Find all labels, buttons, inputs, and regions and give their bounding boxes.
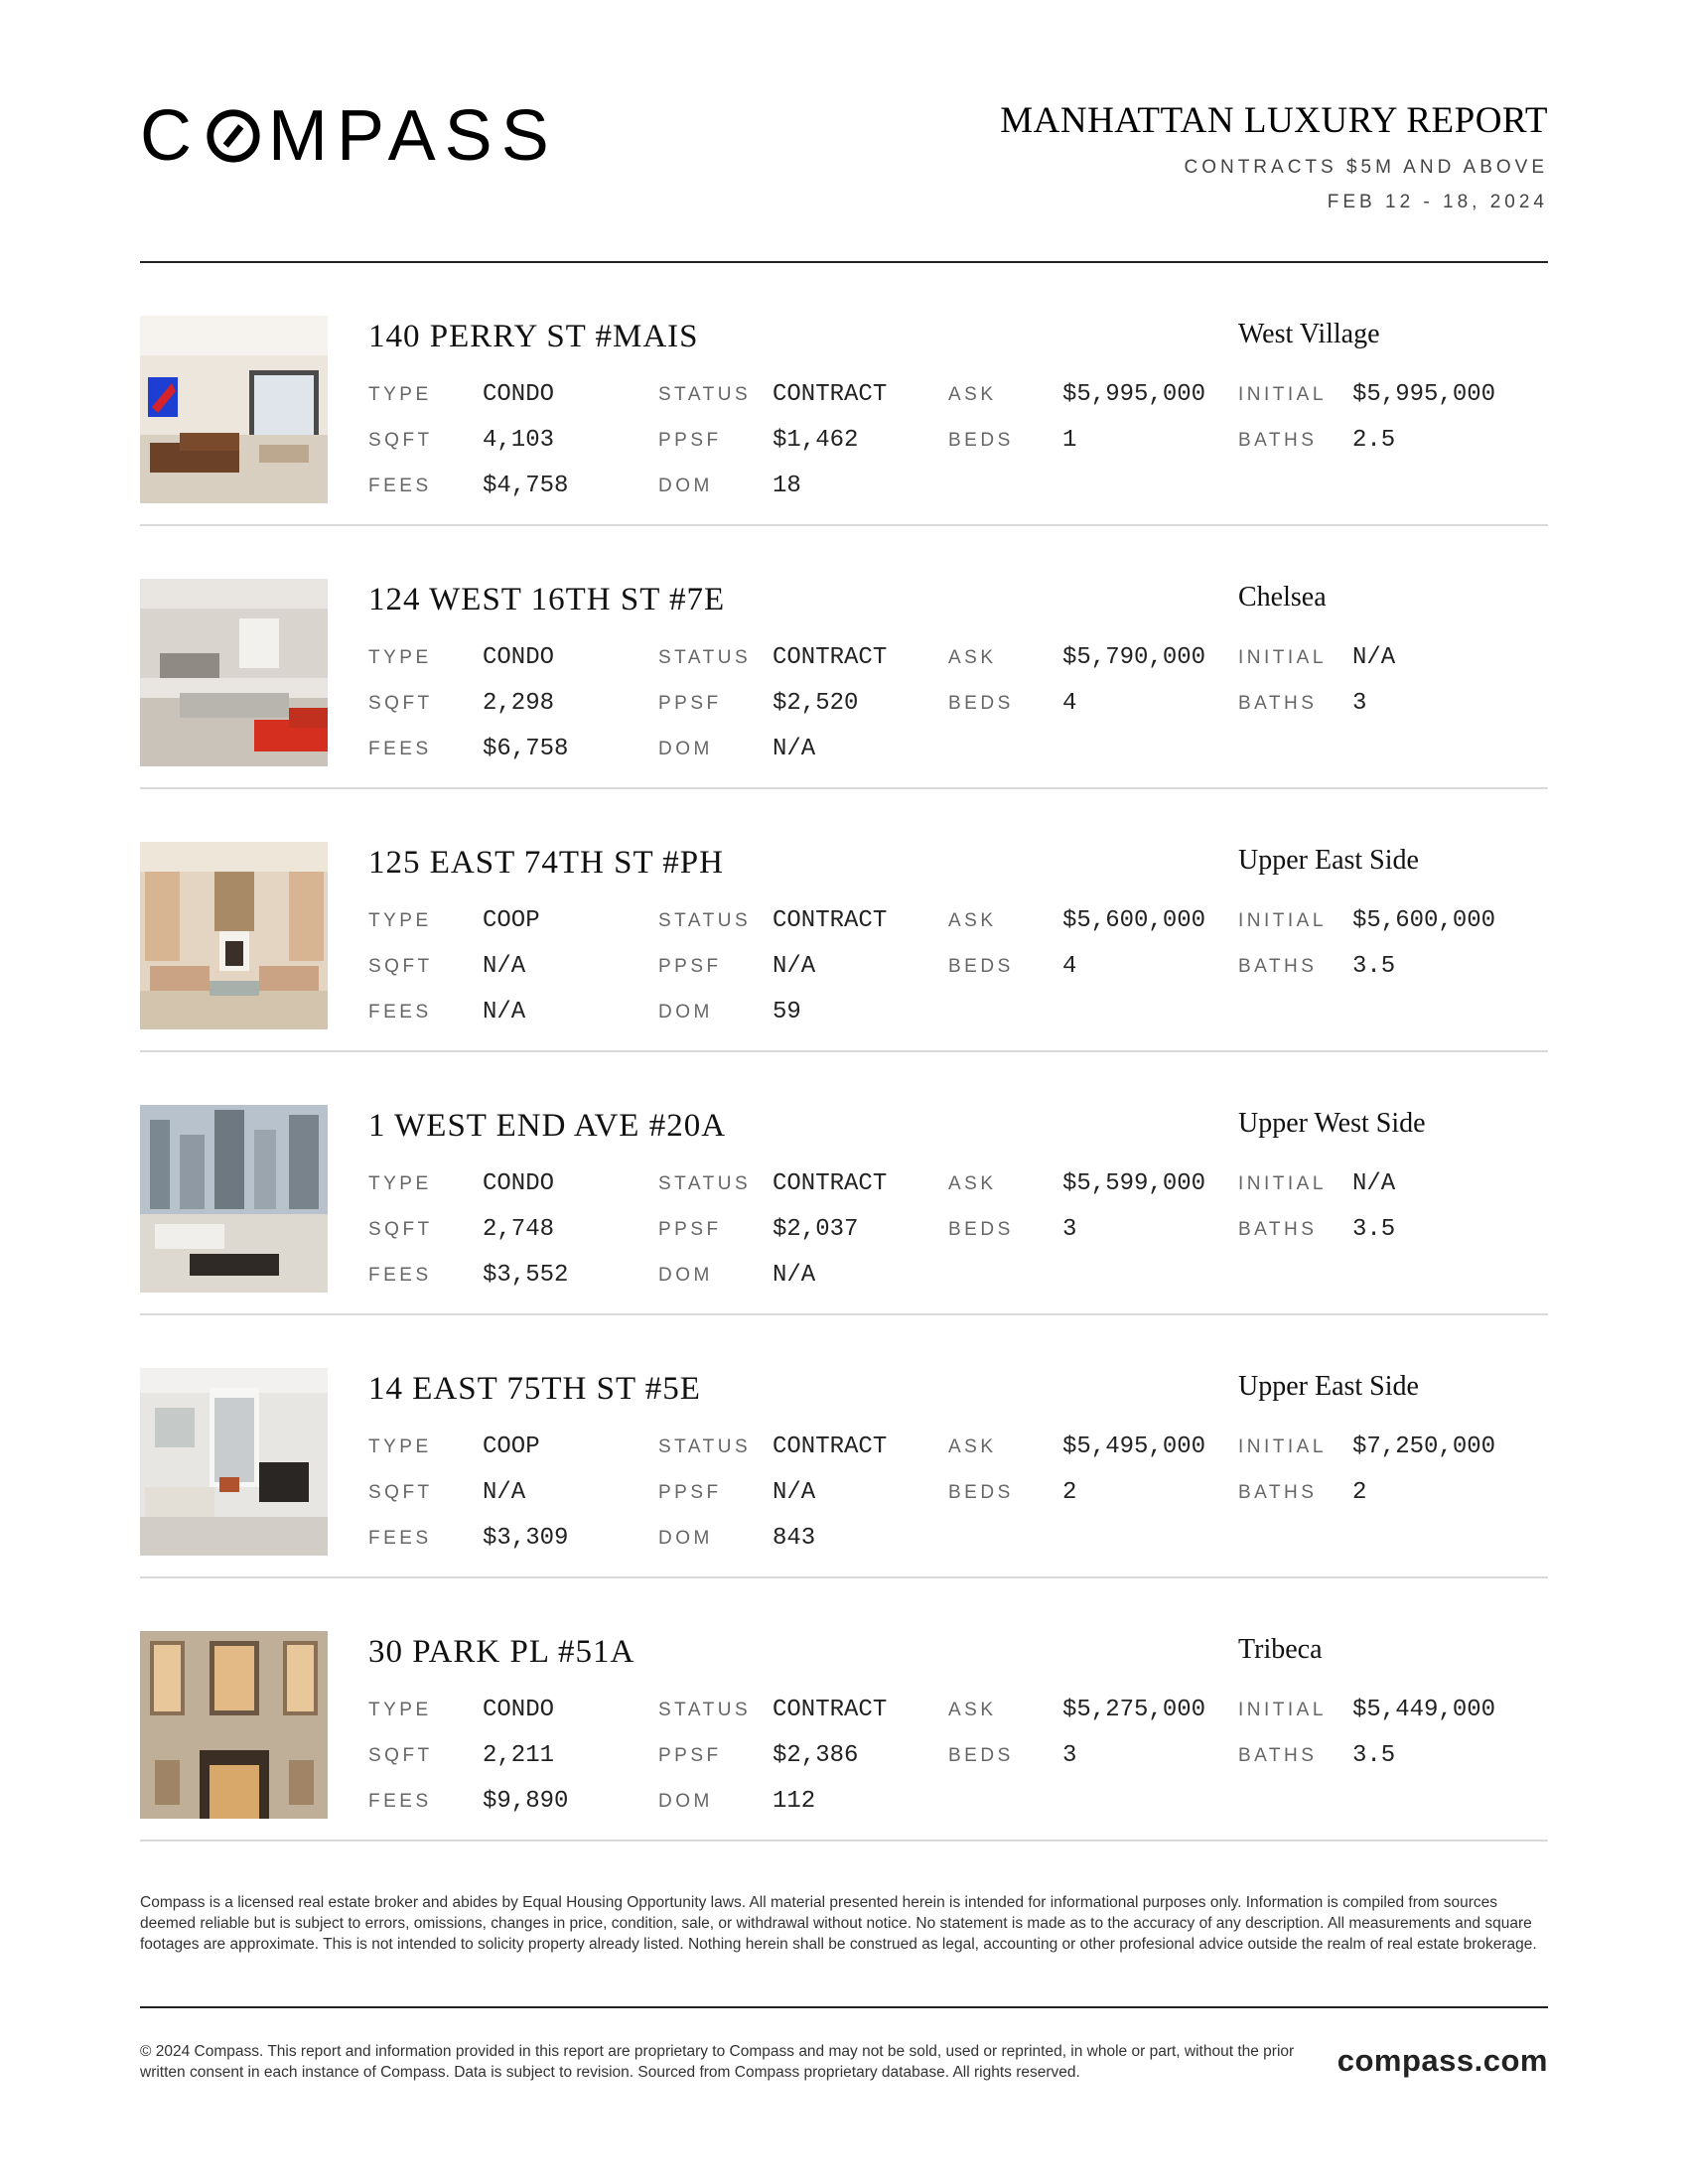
dom-value: 59 (773, 999, 801, 1025)
fees-label: FEES (368, 1791, 432, 1812)
fees-label: FEES (368, 1265, 432, 1286)
type-label: TYPE (368, 1700, 432, 1720)
baths-value: 2 (1352, 1479, 1367, 1506)
listing-neighborhood: Upper East Side (1238, 845, 1419, 876)
status-label: STATUS (658, 1173, 752, 1194)
sqft-label: SQFT (368, 956, 433, 977)
ask-value: $5,275,000 (1062, 1697, 1206, 1723)
type-label: TYPE (368, 910, 432, 931)
dom-value: N/A (773, 736, 816, 762)
compass-o-icon (205, 107, 262, 165)
sqft-label: SQFT (368, 1745, 433, 1766)
initial-value: N/A (1352, 1170, 1396, 1197)
status-value: CONTRACT (773, 1433, 888, 1460)
report-info (1000, 99, 1548, 213)
report-date: FEB 12 - 18, 2024 (1327, 192, 1548, 212)
fees-label: FEES (368, 739, 432, 759)
ppsf-value: N/A (773, 1479, 816, 1506)
status-value: CONTRACT (773, 644, 888, 671)
ask-value: $5,790,000 (1062, 644, 1206, 671)
type-label: TYPE (368, 1173, 432, 1194)
dom-value: N/A (773, 1262, 816, 1289)
ask-label: ASK (948, 1436, 997, 1457)
ppsf-label: PPSF (658, 1482, 722, 1503)
sqft-value: N/A (483, 1479, 526, 1506)
beds-value: 1 (1062, 427, 1077, 454)
report-header (140, 96, 1548, 214)
dom-label: DOM (658, 1002, 713, 1023)
baths-value: 3.5 (1352, 1742, 1396, 1769)
beds-value: 3 (1062, 1216, 1077, 1243)
ask-value: $5,600,000 (1062, 907, 1206, 934)
dom-label: DOM (658, 739, 713, 759)
type-value: CONDO (483, 381, 555, 408)
ask-label: ASK (948, 384, 997, 405)
baths-value: 3 (1352, 690, 1367, 717)
sqft-label: SQFT (368, 693, 433, 714)
status-label: STATUS (658, 647, 752, 668)
footer-divider (140, 2006, 1548, 2008)
sqft-value: 2,748 (483, 1216, 555, 1243)
beds-label: BEDS (948, 693, 1014, 714)
listing-address: 124 WEST 16TH ST #7E (368, 582, 726, 617)
ask-value: $5,599,000 (1062, 1170, 1206, 1197)
beds-value: 4 (1062, 953, 1077, 980)
sqft-value: N/A (483, 953, 526, 980)
initial-value: $5,449,000 (1352, 1697, 1496, 1723)
listing-photo (140, 842, 328, 1029)
listing-address: 140 PERRY ST #MAIS (368, 319, 699, 354)
fees-value: $6,758 (483, 736, 569, 762)
sqft-value: 4,103 (483, 427, 555, 454)
fees-label: FEES (368, 476, 432, 496)
fees-value: $3,552 (483, 1262, 569, 1289)
copyright-notice: © 2024 Compass. This report and information provided in this report are proprietary to Compass and may not be sold, used or reprinted, in whole or part, without the prior written consent in each instance of Compass. Data is subject to revision. Sourced from Compass proprietary database. All rights reserved. (140, 2043, 1295, 2081)
listings-list (140, 263, 1548, 1842)
listing-photo (140, 1105, 328, 1293)
sqft-label: SQFT (368, 1219, 433, 1240)
beds-label: BEDS (948, 1745, 1014, 1766)
status-value: CONTRACT (773, 1170, 888, 1197)
listing-address: 30 PARK PL #51A (368, 1634, 635, 1670)
type-label: TYPE (368, 384, 432, 405)
baths-label: BATHS (1238, 956, 1318, 977)
status-value: CONTRACT (773, 381, 888, 408)
dom-label: DOM (658, 1791, 713, 1812)
initial-label: INITIAL (1238, 1436, 1327, 1457)
status-value: CONTRACT (773, 907, 888, 934)
beds-value: 2 (1062, 1479, 1077, 1506)
listing-photo (140, 316, 328, 503)
baths-value: 3.5 (1352, 953, 1396, 980)
baths-label: BATHS (1238, 693, 1318, 714)
beds-value: 3 (1062, 1742, 1077, 1769)
ask-label: ASK (948, 1700, 997, 1720)
listing-neighborhood: West Village (1238, 319, 1380, 349)
listing-address: 1 WEST END AVE #20A (368, 1108, 727, 1144)
listing-address: 14 EAST 75TH ST #5E (368, 1371, 701, 1407)
baths-label: BATHS (1238, 430, 1318, 451)
baths-value: 3.5 (1352, 1216, 1396, 1243)
dom-label: DOM (658, 1528, 713, 1549)
ask-label: ASK (948, 647, 997, 668)
ppsf-value: $2,386 (773, 1742, 859, 1769)
fees-label: FEES (368, 1528, 432, 1549)
dom-value: 18 (773, 473, 801, 499)
dom-value: 112 (773, 1788, 816, 1815)
beds-label: BEDS (948, 956, 1014, 977)
initial-label: INITIAL (1238, 910, 1327, 931)
initial-value: $7,250,000 (1352, 1433, 1496, 1460)
initial-label: INITIAL (1238, 1173, 1327, 1194)
status-label: STATUS (658, 384, 752, 405)
type-value: CONDO (483, 644, 555, 671)
baths-label: BATHS (1238, 1482, 1318, 1503)
fees-value: N/A (483, 999, 526, 1025)
listing-neighborhood: Tribeca (1238, 1634, 1323, 1665)
sqft-value: 2,298 (483, 690, 555, 717)
type-label: TYPE (368, 647, 432, 668)
sqft-value: 2,211 (483, 1742, 555, 1769)
status-label: STATUS (658, 910, 752, 931)
listing-row (140, 526, 1548, 789)
sqft-label: SQFT (368, 1482, 433, 1503)
compass-logo: C MPASS (140, 96, 558, 176)
ppsf-value: $2,520 (773, 690, 859, 717)
listing-row (140, 263, 1548, 526)
type-label: TYPE (368, 1436, 432, 1457)
type-value: COOP (483, 1433, 540, 1460)
beds-label: BEDS (948, 430, 1014, 451)
baths-label: BATHS (1238, 1219, 1318, 1240)
dom-label: DOM (658, 1265, 713, 1286)
fees-label: FEES (368, 1002, 432, 1023)
initial-value: $5,995,000 (1352, 381, 1496, 408)
ask-label: ASK (948, 1173, 997, 1194)
listing-photo (140, 579, 328, 766)
sqft-label: SQFT (368, 430, 433, 451)
listing-neighborhood: Chelsea (1238, 582, 1327, 613)
listing-row (140, 1315, 1548, 1578)
ppsf-label: PPSF (658, 430, 722, 451)
baths-value: 2.5 (1352, 427, 1396, 454)
dom-label: DOM (658, 476, 713, 496)
type-value: CONDO (483, 1170, 555, 1197)
initial-value: $5,600,000 (1352, 907, 1496, 934)
listing-photo (140, 1368, 328, 1556)
ppsf-value: $1,462 (773, 427, 859, 454)
type-value: COOP (483, 907, 540, 934)
initial-value: N/A (1352, 644, 1396, 671)
ppsf-value: N/A (773, 953, 816, 980)
initial-label: INITIAL (1238, 384, 1327, 405)
ppsf-label: PPSF (658, 1745, 722, 1766)
listing-address: 125 EAST 74TH ST #PH (368, 845, 724, 881)
beds-label: BEDS (948, 1219, 1014, 1240)
ppsf-value: $2,037 (773, 1216, 859, 1243)
ask-value: $5,495,000 (1062, 1433, 1206, 1460)
initial-label: INITIAL (1238, 1700, 1327, 1720)
dom-value: 843 (773, 1525, 816, 1552)
ppsf-label: PPSF (658, 956, 722, 977)
ask-value: $5,995,000 (1062, 381, 1206, 408)
disclaimer: Compass is a licensed real estate broker and abides by Equal Housing Opportunity laws. All material presented herein is intended for informational purposes only. Information is compiled from sources deemed reliable but is subject to errors, omissions, changes in price, condition, sale, or withdrawal without notice. No statement is made as to the accuracy of any description. All measurements and square footages are approximate. This is not intended to solicity property already listed. Nothing herein shall be construed as legal, accounting or other profesional advice outside the realm of real estate brokerage. (140, 1894, 1537, 1953)
listing-row (140, 1578, 1548, 1842)
fees-value: $4,758 (483, 473, 569, 499)
status-value: CONTRACT (773, 1697, 888, 1723)
listing-neighborhood: Upper West Side (1238, 1108, 1426, 1139)
status-label: STATUS (658, 1700, 752, 1720)
ppsf-label: PPSF (658, 693, 722, 714)
fees-value: $3,309 (483, 1525, 569, 1552)
website-link[interactable]: compass.com (1336, 2043, 1548, 2078)
status-label: STATUS (658, 1436, 752, 1457)
ask-label: ASK (948, 910, 997, 931)
beds-value: 4 (1062, 690, 1077, 717)
ppsf-label: PPSF (658, 1219, 722, 1240)
report-subtitle: CONTRACTS $5M AND ABOVE (1184, 157, 1548, 178)
listing-row (140, 789, 1548, 1052)
listing-photo (140, 1631, 328, 1819)
fees-value: $9,890 (483, 1788, 569, 1815)
listing-row (140, 1052, 1548, 1315)
type-value: CONDO (483, 1697, 555, 1723)
report-title: MANHATTAN LUXURY REPORT (1000, 100, 1548, 141)
listing-neighborhood: Upper East Side (1238, 1371, 1419, 1402)
initial-label: INITIAL (1238, 647, 1327, 668)
beds-label: BEDS (948, 1482, 1014, 1503)
baths-label: BATHS (1238, 1745, 1318, 1766)
